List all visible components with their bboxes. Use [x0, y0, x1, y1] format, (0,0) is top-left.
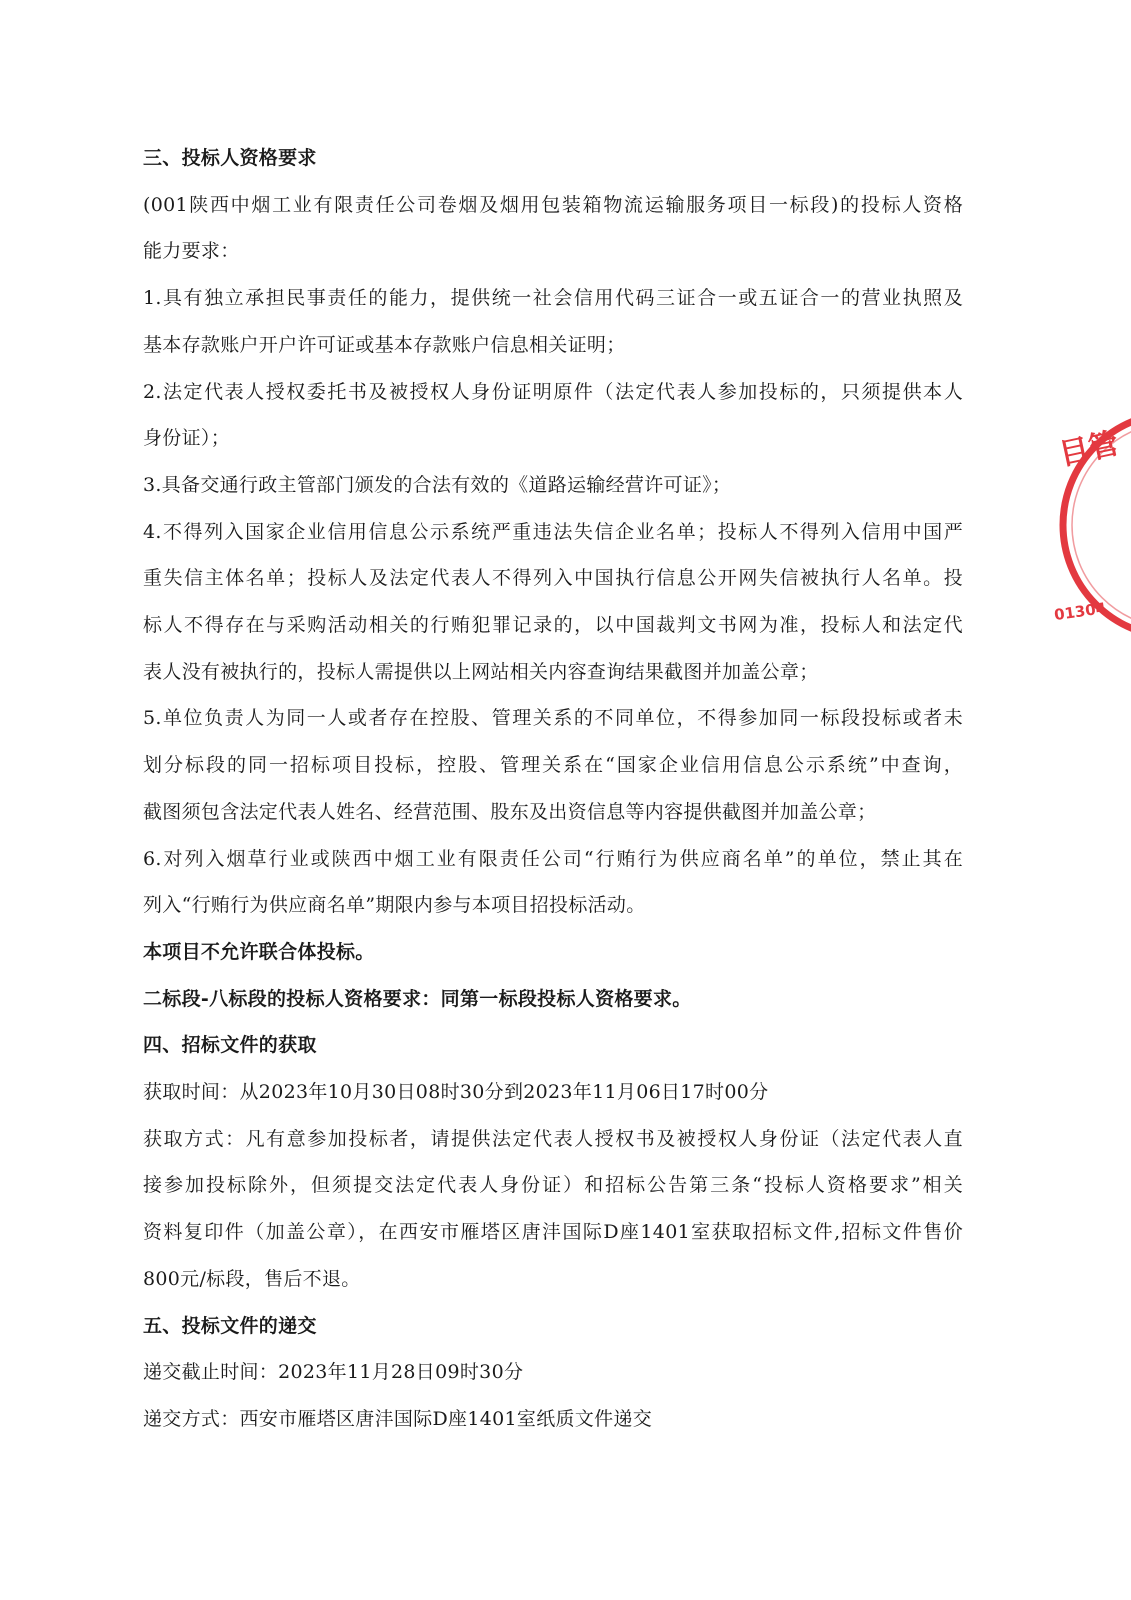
- submission-deadline: 递交截止时间：2023年11月28日09时30分: [143, 1361, 524, 1384]
- submission-method: 递交方式：西安市雁塔区唐沣国际D座1401室纸质文件递交: [143, 1407, 652, 1430]
- requirement-5-line-3: 截图须包含法定代表人姓名、经营范围、股东及出资信息等内容提供截图并加盖公章；: [143, 800, 877, 823]
- seal-number-text: 01304: [1053, 599, 1108, 625]
- requirement-6-line-1: 6.对列入烟草行业或陕西中烟工业有限责任公司“行贿行为供应商名单”的单位，禁止其在: [143, 847, 963, 870]
- acquisition-method-line-2: 接参加投标除外，但须提交法定代表人身份证）和招标公告第三条“投标人资格要求”相关: [143, 1174, 963, 1197]
- company-seal-stamp: [1050, 400, 1131, 650]
- requirement-3-line-1: 3.具备交通行政主管部门颁发的合法有效的《道路运输经营许可证》；: [143, 473, 732, 496]
- requirement-4-line-3: 标人不得存在与采购活动相关的行贿犯罪记录的，以中国裁判文书网为准，投标人和法定代: [143, 614, 963, 637]
- requirement-5-line-2: 划分标段的同一招标项目投标，控股、管理关系在“国家企业信用信息公示系统”中查询，: [143, 754, 963, 777]
- other-lots-requirement: 二标段-八标段的投标人资格要求：同第一标段投标人资格要求。: [143, 987, 692, 1010]
- acquisition-method-line-1: 获取方式：凡有意参加投标者，请提供法定代表人授权书及被授权人身份证（法定代表人直: [143, 1127, 963, 1150]
- section-3-heading: 三、投标人资格要求: [143, 147, 317, 169]
- requirement-2-line-2: 身份证）；: [143, 427, 231, 450]
- seal-text-top: 目管: [1056, 426, 1123, 473]
- requirement-2-line-1: 2.法定代表人授权委托书及被授权人身份证明原件（法定代表人参加投标的，只须提供本人: [143, 380, 963, 403]
- requirement-4-line-1: 4.不得列入国家企业信用信息公示系统严重违法失信企业名单；投标人不得列入信用中国严: [143, 520, 963, 543]
- section-3-intro-line-1: (001陕西中烟工业有限责任公司卷烟及烟用包装箱物流运输服务项目一标段)的投标人资格: [143, 193, 963, 216]
- section-4-heading: 四、招标文件的获取: [143, 1034, 317, 1057]
- requirement-1-line-1: 1.具有独立承担民事责任的能力，提供统一社会信用代码三证合一或五证合一的营业执照及: [143, 287, 963, 310]
- acquisition-time: 获取时间：从2023年10月30日08时30分到2023年11月06日17时00分: [143, 1081, 769, 1104]
- section-3-intro-line-2: 能力要求：: [143, 240, 240, 263]
- section-5-heading: 五、投标文件的递交: [143, 1314, 317, 1337]
- seal-icon: [1050, 400, 1131, 650]
- requirement-4-line-4: 表人没有被执行的，投标人需提供以上网站相关内容查询结果截图并加盖公章；: [143, 660, 819, 683]
- document-body: [143, 135, 963, 1443]
- requirement-5-line-1: 5.单位负责人为同一人或者存在控股、管理关系的不同单位，不得参加同一标段投标或者未: [143, 707, 963, 730]
- requirement-1-line-2: 基本存款账户开户许可证或基本存款账户信息相关证明；: [143, 333, 626, 356]
- acquisition-method-line-3: 资料复印件（加盖公章），在西安市雁塔区唐沣国际D座1401室获取招标文件,招标文件售价: [143, 1221, 963, 1244]
- requirement-6-line-2: 列入“行贿行为供应商名单”期限内参与本项目招投标活动。: [143, 894, 646, 917]
- requirement-4-line-2: 重失信主体名单；投标人及法定代表人不得列入中国执行信息公开网失信被执行人名单。投: [143, 567, 963, 590]
- acquisition-method-line-4: 800元/标段，售后不退。: [143, 1267, 361, 1290]
- no-joint-bid-notice: 本项目不允许联合体投标。: [143, 940, 375, 963]
